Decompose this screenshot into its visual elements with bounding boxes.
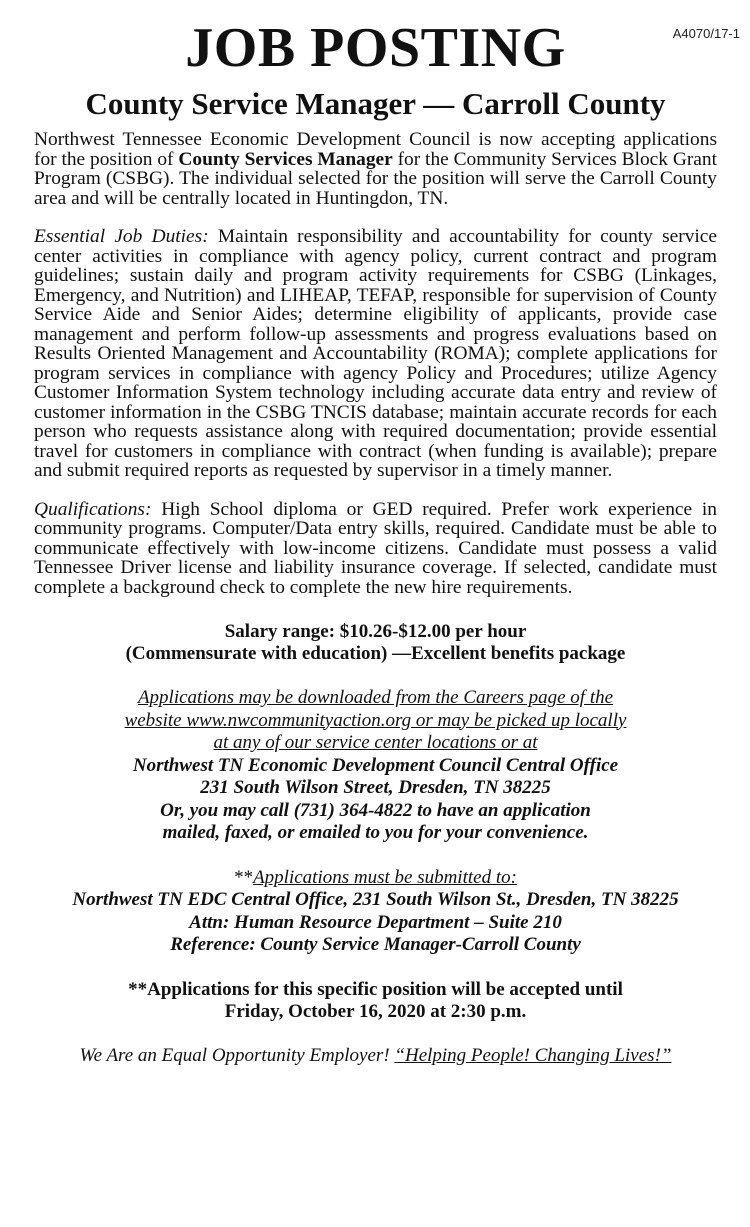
intro-text-after: for the Community Services Block Grant Program (CSBG). The individual selected for the position will serve the Carroll County area and will be centrally located in Huntingdon, TN. bbox=[34, 148, 717, 209]
deadline-section bbox=[34, 979, 717, 1023]
salary-benefits: (Commensurate with education) —Excellent benefits package bbox=[125, 643, 626, 664]
central-office-address: 231 South Wilson Street, Dresden, TN 38225 bbox=[200, 777, 551, 798]
intro-text-before: Northwest Tennessee Economic Development Council is now accepting applications for the position of bbox=[34, 129, 717, 170]
applications-section bbox=[34, 687, 717, 845]
job-subtitle: County Service Manager — Carroll County bbox=[85, 86, 666, 121]
deadline-line-1: **Applications for this specific position will be accepted until bbox=[128, 978, 623, 1000]
intro-paragraph bbox=[34, 130, 717, 208]
salary-section bbox=[34, 621, 717, 665]
page-title: JOB POSTING bbox=[185, 17, 566, 79]
slogan: “Helping People! Changing Lives!” bbox=[394, 1044, 672, 1066]
convenience-line: mailed, faxed, or emailed to you for your convenience. bbox=[162, 822, 589, 843]
applications-line-1: Applications may be downloaded from the Careers page of the bbox=[137, 687, 614, 708]
posting-code: A4070/17-1 bbox=[672, 26, 740, 41]
central-office-name: Northwest TN Economic Development Council Central Office bbox=[132, 754, 619, 776]
phone-line: Or, you may call (731) 364-4822 to have an application bbox=[160, 799, 591, 821]
submit-reference: Reference: County Service Manager-Carroll County bbox=[170, 934, 581, 955]
submit-address: Northwest TN EDC Central Office, 231 South Wilson St., Dresden, TN 38225 bbox=[72, 889, 679, 910]
qualifications-paragraph bbox=[34, 500, 717, 598]
salary-range: Salary range: $10.26-$12.00 per hour bbox=[224, 621, 527, 642]
submit-attention: Attn: Human Resource Department – Suite 210 bbox=[189, 911, 562, 933]
eoe-statement: We Are an Equal Opportunity Employer! bbox=[79, 1044, 390, 1066]
qualifications-text: High School diploma or GED required. Prefer work experience in community programs. Computer/Data entry skills, required. Candidate must be able to communicate effectively with low-income citizens. Candidate must possess a valid Tennessee Driver license and liability insurance coverage. If selected, candidate must complete a background check to complete the new hire requirements. bbox=[34, 498, 717, 598]
position-name: County Services Manager bbox=[178, 148, 393, 170]
footer bbox=[34, 1045, 717, 1067]
applications-website-line[interactable]: website www.nwcommunityaction.org or may be picked up locally bbox=[124, 709, 627, 731]
submit-stars: ** bbox=[234, 866, 254, 888]
submit-section bbox=[34, 867, 717, 957]
applications-line-3: at any of our service center locations or at bbox=[213, 732, 538, 753]
submit-heading-line bbox=[34, 867, 717, 890]
duties-label: Essential Job Duties: bbox=[34, 226, 209, 247]
deadline-date: Friday, October 16, 2020 at 2:30 p.m. bbox=[224, 1000, 527, 1022]
qualifications-label: Qualifications: bbox=[34, 498, 152, 520]
submit-heading: Applications must be submitted to: bbox=[253, 866, 517, 888]
duties-text: Maintain responsibility and accountability for county service center activities in compliance with agency policy, current contract and program guidelines; sustain daily and program activity requirements for CSBG (Linkages, Emergency, and Nutrition) and LIHEAP, TEFAP, responsible for supervision of County Service Aide and Senior Aides; determine eligibility of applicants, provide case management and perform follow-up assessments and progress evaluations based on Results Oriented Management and Accountability (ROMA); complete applications for program services in compliance with agency Policy and Procedures; utilize Agency Customer Information System technology including accurate data entry and review of customer information in the CSBG TNCIS database; maintain accurate records for each person who requests assistance along with required documentation; provide essential travel for customers in compliance with contract (when funding is available); prepare and submit required reports as requested by supervisor in a timely manner. bbox=[34, 226, 718, 481]
job-posting-page bbox=[0, 18, 750, 1227]
duties-paragraph bbox=[34, 227, 717, 481]
